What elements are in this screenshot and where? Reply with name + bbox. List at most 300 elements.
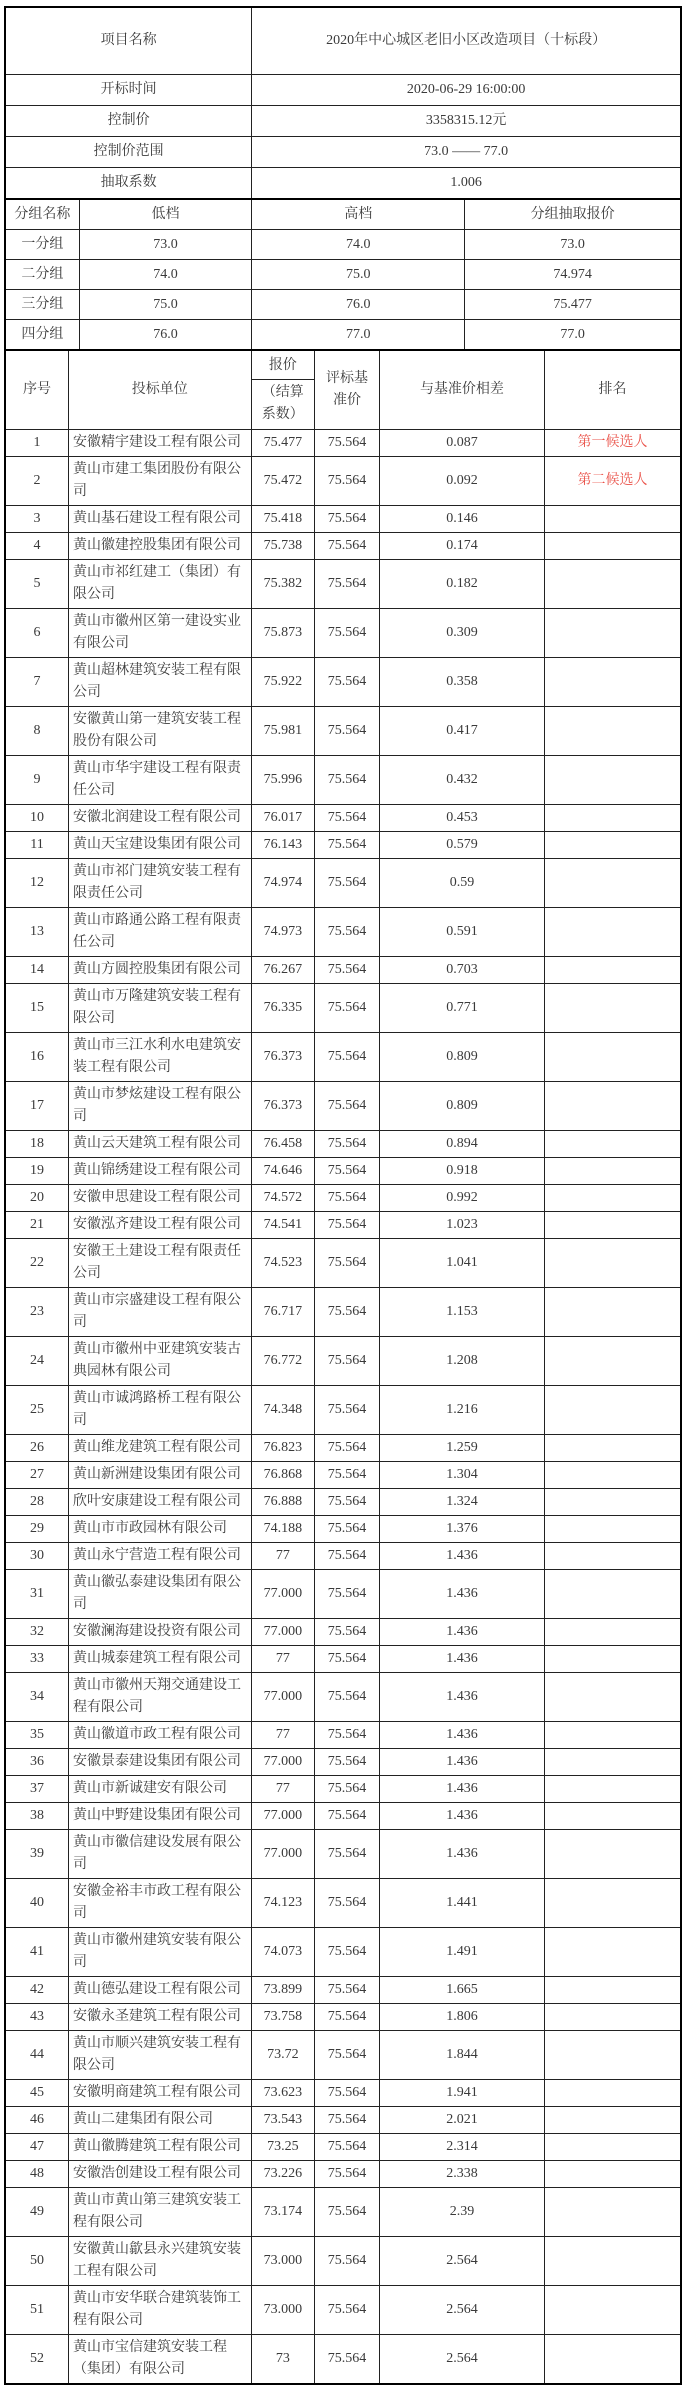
bid-company: 黄山市徽州建筑安装有限公司 xyxy=(69,1928,252,1977)
bid-no: 9 xyxy=(5,756,69,805)
bid-company: 黄山市徽州中亚建筑安装古典园林有限公司 xyxy=(69,1337,252,1386)
bid-price: 73.72 xyxy=(251,2031,315,2080)
bid-no: 22 xyxy=(5,1239,69,1288)
bid-price: 75.472 xyxy=(251,457,315,506)
bid-base: 75.564 xyxy=(315,1489,380,1516)
bid-price: 74.188 xyxy=(251,1516,315,1543)
coefficient-label: 抽取系数 xyxy=(5,168,252,200)
group-name: 二分组 xyxy=(5,260,79,290)
bid-rank xyxy=(544,2335,681,2385)
bid-no: 52 xyxy=(5,2335,69,2385)
bid-diff: 0.579 xyxy=(379,832,544,859)
bid-row xyxy=(5,506,681,533)
bid-no: 20 xyxy=(5,1185,69,1212)
bid-row xyxy=(5,1082,681,1131)
bid-diff: 1.441 xyxy=(379,1879,544,1928)
bid-base: 75.564 xyxy=(315,609,380,658)
bid-base: 75.564 xyxy=(315,2335,380,2385)
bid-no: 31 xyxy=(5,1570,69,1619)
bid-opening-sheet xyxy=(4,6,682,2385)
bid-price: 75.382 xyxy=(251,560,315,609)
bid-diff: 1.436 xyxy=(379,1673,544,1722)
bid-rank xyxy=(544,1749,681,1776)
bid-rank xyxy=(544,1803,681,1830)
bid-base: 75.564 xyxy=(315,2286,380,2335)
bid-price: 77 xyxy=(251,1776,315,1803)
group-high: 74.0 xyxy=(252,230,465,260)
bid-table xyxy=(4,349,682,2385)
bid-base: 75.564 xyxy=(315,1033,380,1082)
bid-diff: 2.564 xyxy=(379,2237,544,2286)
bid-no: 34 xyxy=(5,1673,69,1722)
bid-no: 28 xyxy=(5,1489,69,1516)
bid-base: 75.564 xyxy=(315,506,380,533)
bid-diff: 0.894 xyxy=(379,1131,544,1158)
bid-company: 黄山市新诚建安有限公司 xyxy=(69,1776,252,1803)
bid-diff: 2.021 xyxy=(379,2107,544,2134)
bid-price: 74.123 xyxy=(251,1879,315,1928)
bid-price: 73.623 xyxy=(251,2080,315,2107)
bid-base: 75.564 xyxy=(315,1928,380,1977)
table-row xyxy=(5,260,681,290)
bid-rank xyxy=(544,1830,681,1879)
bid-company: 黄山市三江水利水电建筑安装工程有限公司 xyxy=(69,1033,252,1082)
bid-row xyxy=(5,2080,681,2107)
project-name-label: 项目名称 xyxy=(5,7,252,75)
bid-diff: 0.992 xyxy=(379,1185,544,1212)
bid-price: 76.143 xyxy=(251,832,315,859)
bid-rank-header: 排名 xyxy=(544,350,681,430)
bid-row xyxy=(5,1462,681,1489)
bid-company: 安徽金裕丰市政工程有限公司 xyxy=(69,1879,252,1928)
bid-row xyxy=(5,2237,681,2286)
group-picked: 74.974 xyxy=(465,260,681,290)
bid-row xyxy=(5,1131,681,1158)
bid-rank xyxy=(544,1386,681,1435)
bid-rank xyxy=(544,2286,681,2335)
bid-price: 76.373 xyxy=(251,1082,315,1131)
bid-diff: 0.432 xyxy=(379,756,544,805)
bid-rank xyxy=(544,2161,681,2188)
bid-row xyxy=(5,1288,681,1337)
bid-price: 74.646 xyxy=(251,1158,315,1185)
bid-company: 黄山市祁门建筑安装工程有限责任公司 xyxy=(69,859,252,908)
bid-row xyxy=(5,2107,681,2134)
bid-price: 75.981 xyxy=(251,707,315,756)
bid-company: 黄山市梦炫建设工程有限公司 xyxy=(69,1082,252,1131)
group-name: 一分组 xyxy=(5,230,79,260)
bid-price: 77.000 xyxy=(251,1570,315,1619)
bid-row xyxy=(5,707,681,756)
bid-rank xyxy=(544,1977,681,2004)
bid-row xyxy=(5,1158,681,1185)
bid-company: 黄山维龙建筑工程有限公司 xyxy=(69,1435,252,1462)
bid-base: 75.564 xyxy=(315,2031,380,2080)
bid-base: 75.564 xyxy=(315,1158,380,1185)
bid-price: 73.25 xyxy=(251,2134,315,2161)
bid-rank: 第一候选人 xyxy=(544,430,681,457)
bid-company: 黄山中野建设集团有限公司 xyxy=(69,1803,252,1830)
bid-diff: 2.314 xyxy=(379,2134,544,2161)
bid-base: 75.564 xyxy=(315,1435,380,1462)
group-low: 74.0 xyxy=(79,260,251,290)
bid-row xyxy=(5,1722,681,1749)
bid-diff: 1.436 xyxy=(379,1830,544,1879)
bid-row xyxy=(5,1239,681,1288)
bid-company: 黄山市路通公路工程有限责任公司 xyxy=(69,908,252,957)
bid-company: 安徽永圣建筑工程有限公司 xyxy=(69,2004,252,2031)
bid-no-header: 序号 xyxy=(5,350,69,430)
project-name-value: 2020年中心城区老旧小区改造项目（十标段） xyxy=(252,7,681,75)
bid-row xyxy=(5,1337,681,1386)
bid-diff: 1.324 xyxy=(379,1489,544,1516)
bid-price: 74.541 xyxy=(251,1212,315,1239)
bid-rank xyxy=(544,707,681,756)
bid-no: 37 xyxy=(5,1776,69,1803)
bid-row xyxy=(5,1489,681,1516)
bid-rank xyxy=(544,1928,681,1977)
bid-base: 75.564 xyxy=(315,2004,380,2031)
bid-company: 黄山天宝建设集团有限公司 xyxy=(69,832,252,859)
bid-no: 46 xyxy=(5,2107,69,2134)
bid-diff: 1.208 xyxy=(379,1337,544,1386)
bid-row xyxy=(5,1879,681,1928)
bid-no: 33 xyxy=(5,1646,69,1673)
bid-row xyxy=(5,1543,681,1570)
bid-row xyxy=(5,2286,681,2335)
bid-base: 75.564 xyxy=(315,1749,380,1776)
bid-row xyxy=(5,1803,681,1830)
bid-base: 75.564 xyxy=(315,1879,380,1928)
bid-company: 安徽浩创建设工程有限公司 xyxy=(69,2161,252,2188)
bid-base: 75.564 xyxy=(315,430,380,457)
bid-base: 75.564 xyxy=(315,457,380,506)
bid-base-header: 评标基准价 xyxy=(315,350,380,430)
bid-base: 75.564 xyxy=(315,1082,380,1131)
bid-diff: 1.941 xyxy=(379,2080,544,2107)
bid-price: 77.000 xyxy=(251,1619,315,1646)
bid-no: 47 xyxy=(5,2134,69,2161)
bid-row xyxy=(5,1928,681,1977)
bid-rank: 第二候选人 xyxy=(544,457,681,506)
bid-price: 76.772 xyxy=(251,1337,315,1386)
bid-row xyxy=(5,859,681,908)
bid-price: 77 xyxy=(251,1646,315,1673)
bid-price: 77 xyxy=(251,1543,315,1570)
bid-company-header: 投标单位 xyxy=(69,350,252,430)
bid-diff: 0.771 xyxy=(379,984,544,1033)
group-table xyxy=(4,198,682,351)
bid-header-row xyxy=(5,350,681,430)
bid-diff: 1.259 xyxy=(379,1435,544,1462)
bid-base: 75.564 xyxy=(315,2107,380,2134)
bid-diff: 2.564 xyxy=(379,2335,544,2385)
bid-diff: 1.436 xyxy=(379,1543,544,1570)
bid-price: 76.267 xyxy=(251,957,315,984)
bid-row xyxy=(5,1619,681,1646)
bid-base: 75.564 xyxy=(315,908,380,957)
bid-rank xyxy=(544,1489,681,1516)
bid-price: 76.868 xyxy=(251,1462,315,1489)
bid-diff: 1.436 xyxy=(379,1776,544,1803)
bid-diff: 0.453 xyxy=(379,805,544,832)
bid-no: 2 xyxy=(5,457,69,506)
bid-company: 安徽黄山第一建筑安装工程股份有限公司 xyxy=(69,707,252,756)
group-name: 四分组 xyxy=(5,320,79,351)
bid-price: 77.000 xyxy=(251,1749,315,1776)
bid-no: 21 xyxy=(5,1212,69,1239)
bid-no: 19 xyxy=(5,1158,69,1185)
bid-price: 74.974 xyxy=(251,859,315,908)
bid-price: 75.873 xyxy=(251,609,315,658)
bid-no: 13 xyxy=(5,908,69,957)
group-name-header: 分组名称 xyxy=(5,199,79,230)
bid-base: 75.564 xyxy=(315,805,380,832)
bid-no: 4 xyxy=(5,533,69,560)
bid-company: 黄山市祁红建工（集团）有限公司 xyxy=(69,560,252,609)
bid-rank xyxy=(544,1185,681,1212)
group-header-row xyxy=(5,199,681,230)
bid-company: 黄山市徽州天翔交通建设工程有限公司 xyxy=(69,1673,252,1722)
bid-no: 15 xyxy=(5,984,69,1033)
bid-company: 黄山锦绣建设工程有限公司 xyxy=(69,1158,252,1185)
bid-price: 74.523 xyxy=(251,1239,315,1288)
bid-company: 黄山市建工集团股份有限公司 xyxy=(69,457,252,506)
bid-company: 黄山德弘建设工程有限公司 xyxy=(69,1977,252,2004)
bid-base: 75.564 xyxy=(315,1543,380,1570)
bid-base: 75.564 xyxy=(315,1722,380,1749)
bid-price-header-bottom: （结算系数） xyxy=(261,384,304,422)
group-high: 76.0 xyxy=(252,290,465,320)
control-range-value: 73.0 —— 77.0 xyxy=(252,137,681,168)
bid-price-header-top: 报价 xyxy=(252,355,315,380)
bid-rank xyxy=(544,1158,681,1185)
bid-no: 11 xyxy=(5,832,69,859)
bid-no: 1 xyxy=(5,430,69,457)
bid-price: 77 xyxy=(251,1722,315,1749)
group-low: 75.0 xyxy=(79,290,251,320)
table-row xyxy=(5,290,681,320)
bid-diff: 0.809 xyxy=(379,1082,544,1131)
bid-rank xyxy=(544,756,681,805)
bid-price: 75.738 xyxy=(251,533,315,560)
bid-base: 75.564 xyxy=(315,1516,380,1543)
bid-base: 75.564 xyxy=(315,1212,380,1239)
group-high-header: 高档 xyxy=(252,199,465,230)
bid-row xyxy=(5,1776,681,1803)
bid-rank xyxy=(544,1288,681,1337)
group-low-header: 低档 xyxy=(79,199,251,230)
bid-rank xyxy=(544,1646,681,1673)
bid-price: 76.335 xyxy=(251,984,315,1033)
bid-row xyxy=(5,1435,681,1462)
bid-diff-header: 与基准价相差 xyxy=(379,350,544,430)
bid-base: 75.564 xyxy=(315,560,380,609)
bid-no: 51 xyxy=(5,2286,69,2335)
bid-row xyxy=(5,756,681,805)
bid-row xyxy=(5,984,681,1033)
bid-no: 36 xyxy=(5,1749,69,1776)
bid-base: 75.564 xyxy=(315,533,380,560)
bid-diff: 0.591 xyxy=(379,908,544,957)
bid-diff: 1.304 xyxy=(379,1462,544,1489)
bid-row xyxy=(5,1212,681,1239)
bid-base: 75.564 xyxy=(315,1570,380,1619)
bid-no: 7 xyxy=(5,658,69,707)
bid-company: 黄山徽弘泰建设集团有限公司 xyxy=(69,1570,252,1619)
bid-company: 黄山徽道市政工程有限公司 xyxy=(69,1722,252,1749)
bid-diff: 1.665 xyxy=(379,1977,544,2004)
bid-rank xyxy=(544,1212,681,1239)
bid-row xyxy=(5,609,681,658)
bid-diff: 0.703 xyxy=(379,957,544,984)
bid-company: 安徽景泰建设集团有限公司 xyxy=(69,1749,252,1776)
bid-row xyxy=(5,533,681,560)
bid-rank xyxy=(544,2004,681,2031)
bid-company: 安徽王土建设工程有限责任公司 xyxy=(69,1239,252,1288)
bid-base: 75.564 xyxy=(315,1977,380,2004)
bid-company: 黄山二建集团有限公司 xyxy=(69,2107,252,2134)
bid-rank xyxy=(544,560,681,609)
bid-base: 75.564 xyxy=(315,832,380,859)
bid-no: 25 xyxy=(5,1386,69,1435)
bid-company: 黄山云天建筑工程有限公司 xyxy=(69,1131,252,1158)
bid-no: 23 xyxy=(5,1288,69,1337)
bid-company: 黄山市黄山第三建筑安装工程有限公司 xyxy=(69,2188,252,2237)
bid-company: 黄山市华宇建设工程有限责任公司 xyxy=(69,756,252,805)
bid-rank xyxy=(544,1131,681,1158)
bid-company: 安徽北润建设工程有限公司 xyxy=(69,805,252,832)
bid-base: 75.564 xyxy=(315,1619,380,1646)
bid-price: 77.000 xyxy=(251,1830,315,1879)
bid-rank xyxy=(544,1435,681,1462)
bid-base: 75.564 xyxy=(315,1239,380,1288)
bid-diff: 1.806 xyxy=(379,2004,544,2031)
bid-price: 75.996 xyxy=(251,756,315,805)
bid-company: 安徽明商建筑工程有限公司 xyxy=(69,2080,252,2107)
bid-base: 75.564 xyxy=(315,2080,380,2107)
bid-diff: 0.918 xyxy=(379,1158,544,1185)
bid-no: 16 xyxy=(5,1033,69,1082)
bid-rank xyxy=(544,1879,681,1928)
bid-diff: 0.59 xyxy=(379,859,544,908)
bid-no: 40 xyxy=(5,1879,69,1928)
bid-diff: 0.174 xyxy=(379,533,544,560)
group-high: 77.0 xyxy=(252,320,465,351)
bid-price: 73.758 xyxy=(251,2004,315,2031)
bid-rank xyxy=(544,805,681,832)
bid-diff: 1.023 xyxy=(379,1212,544,1239)
bid-company: 安徽澜海建设投资有限公司 xyxy=(69,1619,252,1646)
bid-rank xyxy=(544,1570,681,1619)
bid-base: 75.564 xyxy=(315,957,380,984)
bid-company: 黄山方圆控股集团有限公司 xyxy=(69,957,252,984)
bid-price: 77.000 xyxy=(251,1673,315,1722)
bid-row xyxy=(5,1185,681,1212)
bid-diff: 1.436 xyxy=(379,1749,544,1776)
bid-company: 黄山市安华联合建筑装饰工程有限公司 xyxy=(69,2286,252,2335)
bid-price: 76.017 xyxy=(251,805,315,832)
bid-no: 6 xyxy=(5,609,69,658)
bid-no: 38 xyxy=(5,1803,69,1830)
open-time-label: 开标时间 xyxy=(5,75,252,106)
bid-no: 48 xyxy=(5,2161,69,2188)
bid-diff: 1.436 xyxy=(379,1646,544,1673)
bid-base: 75.564 xyxy=(315,1131,380,1158)
bid-price: 75.477 xyxy=(251,430,315,457)
bid-company: 黄山市徽州区第一建设实业有限公司 xyxy=(69,609,252,658)
bid-row xyxy=(5,1830,681,1879)
bid-rank xyxy=(544,1239,681,1288)
coefficient-value: 1.006 xyxy=(252,168,681,200)
bid-no: 14 xyxy=(5,957,69,984)
bid-row xyxy=(5,1570,681,1619)
bid-rank xyxy=(544,1033,681,1082)
bid-rank xyxy=(544,859,681,908)
bid-company: 黄山市徽信建设发展有限公司 xyxy=(69,1830,252,1879)
bid-row xyxy=(5,1977,681,2004)
bid-rank xyxy=(544,984,681,1033)
bid-no: 8 xyxy=(5,707,69,756)
bid-rank xyxy=(544,1673,681,1722)
bid-diff: 1.153 xyxy=(379,1288,544,1337)
bid-base: 75.564 xyxy=(315,2237,380,2286)
bid-no: 32 xyxy=(5,1619,69,1646)
bid-row xyxy=(5,560,681,609)
bid-rank xyxy=(544,1722,681,1749)
bid-rank xyxy=(544,1543,681,1570)
bid-company: 欣叶安康建设工程有限公司 xyxy=(69,1489,252,1516)
bid-rank xyxy=(544,1082,681,1131)
bid-diff: 1.844 xyxy=(379,2031,544,2080)
bid-diff: 0.182 xyxy=(379,560,544,609)
bid-diff: 0.309 xyxy=(379,609,544,658)
bid-row xyxy=(5,2188,681,2237)
table-row xyxy=(5,75,681,106)
bid-no: 3 xyxy=(5,506,69,533)
bid-company: 黄山城泰建筑工程有限公司 xyxy=(69,1646,252,1673)
bid-diff: 1.436 xyxy=(379,1722,544,1749)
bid-row xyxy=(5,2335,681,2385)
bid-price: 74.348 xyxy=(251,1386,315,1435)
control-price-label: 控制价 xyxy=(5,106,252,137)
bid-base: 75.564 xyxy=(315,658,380,707)
bid-row xyxy=(5,1516,681,1543)
bid-base: 75.564 xyxy=(315,984,380,1033)
table-row xyxy=(5,230,681,260)
bid-company: 黄山徽建控股集团有限公司 xyxy=(69,533,252,560)
group-high: 75.0 xyxy=(252,260,465,290)
bid-row xyxy=(5,908,681,957)
bid-base: 75.564 xyxy=(315,1646,380,1673)
bid-price: 76.373 xyxy=(251,1033,315,1082)
bid-row xyxy=(5,2004,681,2031)
bid-row xyxy=(5,1033,681,1082)
control-range-label: 控制价范围 xyxy=(5,137,252,168)
control-price-value: 3358315.12元 xyxy=(252,106,681,137)
bid-company: 黄山市宝信建筑安装工程（集团）有限公司 xyxy=(69,2335,252,2385)
bid-diff: 0.092 xyxy=(379,457,544,506)
bid-diff: 1.216 xyxy=(379,1386,544,1435)
bid-rank xyxy=(544,908,681,957)
bid-diff: 2.564 xyxy=(379,2286,544,2335)
bid-no: 27 xyxy=(5,1462,69,1489)
bid-base: 75.564 xyxy=(315,1776,380,1803)
bid-rank xyxy=(544,2134,681,2161)
bid-price: 74.973 xyxy=(251,908,315,957)
bid-rank xyxy=(544,609,681,658)
bid-price: 77.000 xyxy=(251,1803,315,1830)
